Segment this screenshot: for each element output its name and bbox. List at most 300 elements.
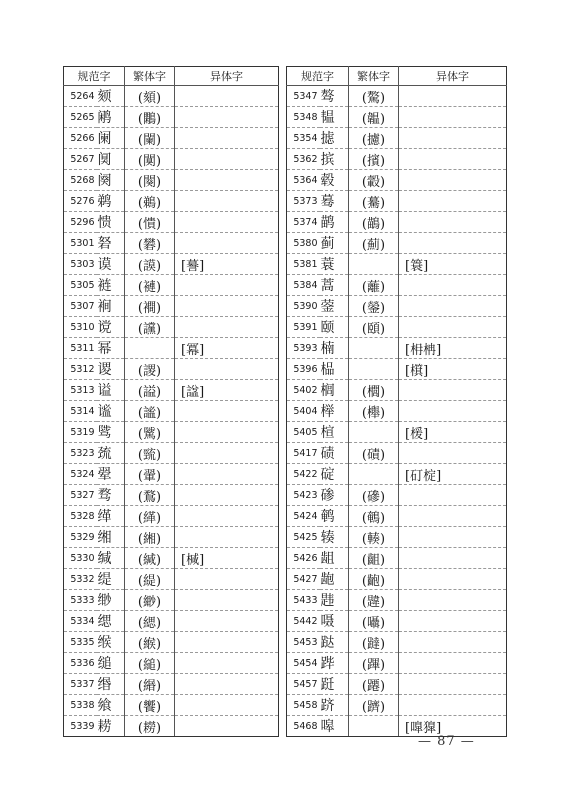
traditional-char: (翬) — [125, 464, 175, 485]
entry-number: 5305 — [64, 275, 97, 296]
variant-char — [399, 233, 507, 254]
entry-number: 5453 — [287, 632, 320, 653]
entry-number: 5393 — [287, 338, 320, 359]
table-row — [287, 317, 507, 338]
entry-number: 5396 — [287, 359, 320, 380]
variant-char — [399, 86, 507, 107]
standard-char: 巯 — [97, 443, 125, 464]
standard-char: 韫 — [320, 107, 349, 128]
traditional-char — [125, 338, 175, 359]
traditional-char: (齙) — [349, 569, 399, 590]
standard-char: 楦 — [320, 422, 349, 443]
entry-number: 5307 — [64, 296, 97, 317]
table-row — [64, 338, 279, 359]
traditional-char: (謐) — [125, 401, 175, 422]
standard-char: 韪 — [320, 590, 349, 611]
traditional-char: (鵪) — [349, 506, 399, 527]
variant-char — [175, 590, 279, 611]
table-row — [287, 401, 507, 422]
standard-char: 蓟 — [320, 233, 349, 254]
standard-char: 飨 — [97, 695, 125, 716]
traditional-char: (礬) — [125, 233, 175, 254]
traditional-char: (饗) — [125, 695, 175, 716]
traditional-char: (鵜) — [125, 191, 175, 212]
entry-number: 5319 — [64, 422, 97, 443]
header-traditional-char: 繁体字 — [125, 67, 175, 86]
table-row — [64, 422, 279, 443]
traditional-char: (憒) — [125, 212, 175, 233]
variant-char — [399, 401, 507, 422]
traditional-char: (齟) — [349, 548, 399, 569]
standard-char: 跶 — [320, 632, 349, 653]
table-row — [64, 359, 279, 380]
variant-char: [枏柟] — [399, 338, 507, 359]
table-row — [64, 548, 279, 569]
entry-number: 5362 — [287, 149, 320, 170]
standard-char: 裥 — [97, 296, 125, 317]
variant-char: [謩] — [175, 254, 279, 275]
header-standard-char: 规范字 — [287, 67, 349, 86]
table-row — [287, 128, 507, 149]
entry-number: 5334 — [64, 611, 97, 632]
entry-number: 5454 — [287, 653, 320, 674]
traditional-char: (攄) — [349, 128, 399, 149]
header-standard-char: 规范字 — [64, 67, 125, 86]
standard-char: 楠 — [320, 338, 349, 359]
traditional-char: (韙) — [349, 590, 399, 611]
traditional-char: (緦) — [125, 611, 175, 632]
standard-char: 榉 — [320, 401, 349, 422]
standard-char: 跸 — [320, 653, 349, 674]
variant-char — [399, 149, 507, 170]
variant-char — [399, 548, 507, 569]
traditional-char: (謖) — [125, 359, 175, 380]
standard-char: 碇 — [320, 464, 349, 485]
standard-char: 鹈 — [97, 191, 125, 212]
entry-number: 5329 — [64, 527, 97, 548]
variant-char — [175, 149, 279, 170]
entry-number: 5268 — [64, 170, 97, 191]
table-row — [287, 212, 507, 233]
traditional-char: (闌) — [125, 128, 175, 149]
standard-char: 缃 — [97, 527, 125, 548]
variant-char — [175, 485, 279, 506]
variant-char — [399, 569, 507, 590]
entry-number: 5310 — [64, 317, 97, 338]
table-row — [64, 506, 279, 527]
variant-char — [175, 716, 279, 737]
traditional-char — [349, 422, 399, 443]
variant-char — [399, 296, 507, 317]
table-row — [64, 716, 279, 737]
variant-char — [399, 653, 507, 674]
traditional-char: (謨) — [125, 254, 175, 275]
entry-number: 5312 — [64, 359, 97, 380]
variant-char — [175, 401, 279, 422]
table-row — [64, 443, 279, 464]
traditional-char: (蹕) — [349, 653, 399, 674]
entry-number: 5337 — [64, 674, 97, 695]
variant-char — [399, 632, 507, 653]
variant-char — [175, 212, 279, 233]
variant-char — [175, 359, 279, 380]
header-variant-char: 异体字 — [399, 67, 507, 86]
traditional-char: (磧) — [349, 443, 399, 464]
standard-char: 嗥 — [320, 716, 349, 737]
variant-char — [399, 212, 507, 233]
standard-char: 摈 — [320, 149, 349, 170]
table-row — [64, 191, 279, 212]
traditional-char: (緱) — [125, 632, 175, 653]
standard-char: 谠 — [97, 317, 125, 338]
entry-number: 5338 — [64, 695, 97, 716]
table-row — [64, 485, 279, 506]
table-row — [287, 191, 507, 212]
variant-char — [399, 506, 507, 527]
variant-char: [簑] — [399, 254, 507, 275]
entry-number: 5323 — [64, 443, 97, 464]
traditional-char: (緘) — [125, 548, 175, 569]
entry-number: 5332 — [64, 569, 97, 590]
standard-char: 砮 — [97, 233, 125, 254]
standard-char: 谡 — [97, 359, 125, 380]
traditional-char: (闃) — [125, 149, 175, 170]
entry-number: 5457 — [287, 674, 320, 695]
standard-char: 阑 — [97, 128, 125, 149]
table-row — [287, 443, 507, 464]
standard-char: 阒 — [97, 149, 125, 170]
entry-number: 5402 — [287, 380, 320, 401]
entry-number: 5303 — [64, 254, 97, 275]
entry-number: 5335 — [64, 632, 97, 653]
table-row — [64, 212, 279, 233]
variant-char — [399, 674, 507, 695]
entry-number: 5468 — [287, 716, 320, 737]
traditional-char: (鷴) — [125, 107, 175, 128]
variant-char — [175, 464, 279, 485]
table-row — [287, 170, 507, 191]
traditional-char: (鶓) — [349, 212, 399, 233]
traditional-char: (薊) — [349, 233, 399, 254]
entry-number: 5313 — [64, 380, 97, 401]
standard-char: 翚 — [97, 464, 125, 485]
entry-number: 5324 — [64, 464, 97, 485]
variant-char — [175, 170, 279, 191]
variant-char — [399, 170, 507, 191]
variant-char: [檱] — [399, 359, 507, 380]
entry-number: 5373 — [287, 191, 320, 212]
variant-char: [椷] — [175, 548, 279, 569]
traditional-char: (闋) — [125, 170, 175, 191]
table-header-row — [287, 67, 507, 86]
entry-number: 5296 — [64, 212, 97, 233]
table-row — [64, 611, 279, 632]
standard-char: 骘 — [97, 422, 125, 443]
standard-char: 毂 — [320, 170, 349, 191]
entry-number: 5328 — [64, 506, 97, 527]
traditional-char: (讜) — [125, 317, 175, 338]
traditional-char: (輳) — [349, 527, 399, 548]
entry-number: 5265 — [64, 107, 97, 128]
traditional-char: (謚) — [125, 380, 175, 401]
page-number: — 87 — — [418, 734, 475, 749]
entry-number: 5380 — [287, 233, 320, 254]
entry-number: 5405 — [287, 422, 320, 443]
traditional-char: (縋) — [125, 653, 175, 674]
table-row — [287, 275, 507, 296]
entry-number: 5426 — [287, 548, 320, 569]
table-row — [287, 296, 507, 317]
variant-char — [175, 317, 279, 338]
table-row — [287, 254, 507, 275]
standard-char: 骛 — [97, 485, 125, 506]
standard-char: 缌 — [97, 611, 125, 632]
table-row — [64, 317, 279, 338]
right-character-table — [286, 66, 507, 737]
table-row — [64, 527, 279, 548]
variant-char: [諡] — [175, 380, 279, 401]
entry-number: 5423 — [287, 485, 320, 506]
standard-char: 跻 — [320, 695, 349, 716]
variant-char — [399, 611, 507, 632]
variant-char — [399, 191, 507, 212]
variant-char — [175, 233, 279, 254]
standard-char: 蓑 — [320, 254, 349, 275]
table-row — [287, 506, 507, 527]
entry-number: 5381 — [287, 254, 320, 275]
standard-char: 愦 — [97, 212, 125, 233]
traditional-char: (巰) — [125, 443, 175, 464]
table-row — [287, 359, 507, 380]
standard-char: 榀 — [320, 359, 349, 380]
table-row — [287, 149, 507, 170]
variant-char — [175, 107, 279, 128]
entry-number: 5422 — [287, 464, 320, 485]
standard-char: 谟 — [97, 254, 125, 275]
entry-number: 5330 — [64, 548, 97, 569]
variant-char: [楥] — [399, 422, 507, 443]
entry-number: 5364 — [287, 170, 320, 191]
traditional-char: (驁) — [349, 86, 399, 107]
traditional-char: (騭) — [125, 422, 175, 443]
variant-char — [175, 296, 279, 317]
standard-char: 缗 — [97, 674, 125, 695]
table-row — [64, 695, 279, 716]
table-header-row — [64, 67, 279, 86]
variant-char — [175, 653, 279, 674]
table-row — [287, 569, 507, 590]
entry-number: 5267 — [64, 149, 97, 170]
variant-char — [399, 485, 507, 506]
traditional-char: (韞) — [349, 107, 399, 128]
table-row — [287, 590, 507, 611]
entry-number: 5384 — [287, 275, 320, 296]
standard-char: 谥 — [97, 380, 125, 401]
traditional-char — [349, 716, 399, 737]
standard-char: 辏 — [320, 527, 349, 548]
standard-char: 龅 — [320, 569, 349, 590]
table-row — [64, 464, 279, 485]
traditional-char — [349, 464, 399, 485]
variant-char — [399, 317, 507, 338]
standard-char: 阕 — [97, 170, 125, 191]
variant-char — [399, 527, 507, 548]
entry-number: 5333 — [64, 590, 97, 611]
table-row — [64, 149, 279, 170]
entry-number: 5314 — [64, 401, 97, 422]
traditional-char: (褳) — [125, 275, 175, 296]
standard-char: 碛 — [320, 443, 349, 464]
traditional-char: (鎣) — [349, 296, 399, 317]
standard-char: 跹 — [320, 674, 349, 695]
variant-char — [399, 107, 507, 128]
traditional-char: (驀) — [349, 191, 399, 212]
variant-char — [399, 380, 507, 401]
standard-char: 缇 — [97, 569, 125, 590]
standard-char: 榈 — [320, 380, 349, 401]
entry-number: 5425 — [287, 527, 320, 548]
header-variant-char: 异体字 — [175, 67, 279, 86]
entry-number: 5266 — [64, 128, 97, 149]
table-row — [64, 569, 279, 590]
traditional-char: (磣) — [349, 485, 399, 506]
entry-number: 5311 — [64, 338, 97, 359]
entry-number: 5276 — [64, 191, 97, 212]
traditional-char: (耮) — [125, 716, 175, 737]
traditional-char: (蘺) — [349, 275, 399, 296]
standard-char: 蓦 — [320, 191, 349, 212]
standard-char: 龃 — [320, 548, 349, 569]
variant-char — [175, 695, 279, 716]
entry-number: 5301 — [64, 233, 97, 254]
variant-char: [嘷獋] — [399, 716, 507, 737]
entry-number: 5442 — [287, 611, 320, 632]
traditional-char: (擯) — [349, 149, 399, 170]
entry-number: 5374 — [287, 212, 320, 233]
traditional-char: (頦) — [125, 86, 175, 107]
standard-char: 嗫 — [320, 611, 349, 632]
variant-char — [175, 527, 279, 548]
table-row — [287, 674, 507, 695]
entry-number: 5424 — [287, 506, 320, 527]
table-row — [287, 548, 507, 569]
table-row — [64, 401, 279, 422]
standard-char: 鹌 — [320, 506, 349, 527]
table-row — [64, 86, 279, 107]
traditional-char: (櫸) — [349, 401, 399, 422]
standard-char: 缂 — [97, 506, 125, 527]
variant-char — [175, 422, 279, 443]
standard-char: 颐 — [320, 317, 349, 338]
entry-number: 5339 — [64, 716, 97, 737]
traditional-char: (躂) — [349, 632, 399, 653]
traditional-char — [349, 254, 399, 275]
table-row — [64, 170, 279, 191]
table-row — [287, 695, 507, 716]
entry-number: 5417 — [287, 443, 320, 464]
traditional-char: (蹮) — [349, 674, 399, 695]
standard-char: 谧 — [97, 401, 125, 422]
left-character-table — [63, 66, 279, 737]
standard-char: 鹋 — [320, 212, 349, 233]
standard-char: 耢 — [97, 716, 125, 737]
variant-char — [399, 443, 507, 464]
table-row — [64, 632, 279, 653]
entry-number: 5427 — [287, 569, 320, 590]
standard-char: 幂 — [97, 338, 125, 359]
variant-char — [175, 611, 279, 632]
entry-number: 5391 — [287, 317, 320, 338]
table-row — [64, 233, 279, 254]
variant-char — [175, 506, 279, 527]
traditional-char: (櫚) — [349, 380, 399, 401]
standard-char: 缈 — [97, 590, 125, 611]
traditional-char: (鶩) — [125, 485, 175, 506]
variant-char: [冪] — [175, 338, 279, 359]
entry-number: 5458 — [287, 695, 320, 716]
table-row — [287, 422, 507, 443]
table-row — [64, 296, 279, 317]
traditional-char: (緹) — [125, 569, 175, 590]
standard-char: 缄 — [97, 548, 125, 569]
standard-char: 缑 — [97, 632, 125, 653]
traditional-char — [349, 359, 399, 380]
table-row — [287, 632, 507, 653]
traditional-char: (緡) — [125, 674, 175, 695]
entry-number: 5390 — [287, 296, 320, 317]
variant-char: [矴椗] — [399, 464, 507, 485]
table-row — [287, 611, 507, 632]
table-row — [287, 107, 507, 128]
variant-char — [175, 443, 279, 464]
traditional-char — [349, 338, 399, 359]
entry-number: 5327 — [64, 485, 97, 506]
standard-char: 骜 — [320, 86, 349, 107]
table-row — [64, 275, 279, 296]
standard-char: 摅 — [320, 128, 349, 149]
variant-char — [175, 632, 279, 653]
variant-char — [175, 128, 279, 149]
table-row — [287, 380, 507, 401]
variant-char — [175, 275, 279, 296]
entry-number: 5433 — [287, 590, 320, 611]
variant-char — [399, 590, 507, 611]
standard-char: 蒿 — [320, 275, 349, 296]
traditional-char: (緙) — [125, 506, 175, 527]
table-row — [64, 128, 279, 149]
standard-char: 碜 — [320, 485, 349, 506]
variant-char — [175, 86, 279, 107]
table-row — [64, 653, 279, 674]
variant-char — [399, 695, 507, 716]
entry-number: 5347 — [287, 86, 320, 107]
table-row — [287, 464, 507, 485]
table-row — [287, 653, 507, 674]
entry-number: 5354 — [287, 128, 320, 149]
variant-char — [399, 275, 507, 296]
table-row — [287, 233, 507, 254]
table-row — [287, 527, 507, 548]
traditional-char: (緗) — [125, 527, 175, 548]
traditional-char: (襇) — [125, 296, 175, 317]
table-row — [64, 254, 279, 275]
entry-number: 5404 — [287, 401, 320, 422]
entry-number: 5264 — [64, 86, 97, 107]
traditional-char: (緲) — [125, 590, 175, 611]
traditional-char: (囁) — [349, 611, 399, 632]
variant-char — [399, 128, 507, 149]
variant-char — [175, 674, 279, 695]
